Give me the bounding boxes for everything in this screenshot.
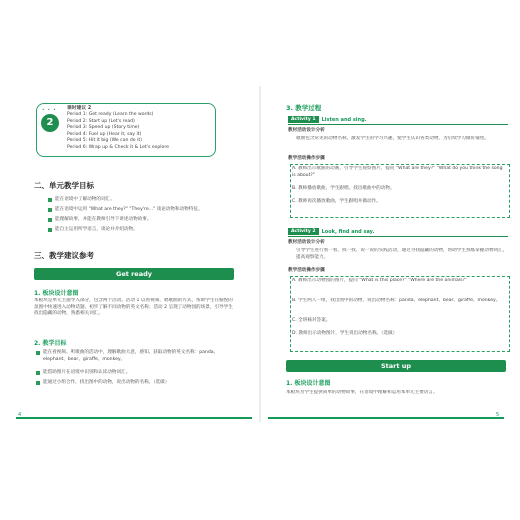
a2-step-a: A. 教师出示动物园的图片，提问 "What is this place?" "Where are the animals?": [292, 278, 468, 283]
left-footer-bar: [16, 417, 252, 419]
section3-title: 三、教学建议参考: [34, 251, 94, 260]
teaching-goal-3: 能通过小组合作，找出图中的动物，说出动物的名称。（选做）: [36, 380, 234, 387]
activity1-header: [288, 116, 367, 123]
activity2-header: [288, 228, 374, 235]
a2-step-b: B. 学生两人一组，找出图中的动物，说出动物名称：panda、elephant、bear、giraffe、monkey。: [292, 298, 501, 303]
period-box: [36, 103, 216, 157]
a1-step-c: C. 教师再次播放歌曲，学生跟唱并做动作。: [292, 199, 381, 204]
left-page-number: 4: [18, 412, 22, 418]
period-6: Period 6: Wrap up & Check it & Let's explore: [67, 144, 169, 150]
a1-step-b: B. 教师播放歌曲，学生跟唱，找出歌曲中的动物。: [292, 186, 395, 191]
a2-step-c: C. 全班核对答案。: [292, 318, 331, 323]
a2-heading2: 教学活动操作步骤: [288, 268, 325, 273]
activity1-title: Listen and sing.: [321, 116, 367, 123]
get-ready-bar: Get ready: [34, 268, 234, 280]
section2-title: 二、单元教学目标: [34, 181, 94, 190]
goal-4: 能自主运用所学语言，谈论并介绍动物。: [48, 227, 238, 234]
sub2-title: 2. 教学目标: [34, 340, 67, 347]
sub-r1-title: 1. 板块设计意图: [286, 380, 331, 387]
period-4: Period 4: Fuel up (Hear it, say it): [67, 131, 142, 137]
activity2-title: Look, find and say.: [321, 228, 375, 235]
a1-paragraph: 歌曲包含常见的动物名称，激发学生的学习兴趣，使学生认识各类动物，为后续学习做好铺垫。: [296, 136, 489, 141]
process-title: 3. 教学过程: [286, 104, 322, 112]
bullet-4-icon: [48, 228, 52, 232]
activity2-rule: [288, 236, 508, 237]
sub1-title: 1. 板块设计意图: [34, 290, 79, 297]
right-page-number: 5: [496, 412, 500, 418]
goal-1: 能在语境中了解动物的词汇。: [48, 197, 238, 204]
a2-step-d: D. 教师出示动物图片，学生说出动物名称。（选做）: [292, 331, 398, 336]
a1-heading2: 教学活动操作步骤: [288, 156, 325, 161]
period-3: Period 3: Speed up (Story time): [67, 125, 140, 131]
goal-bullet-1-icon: [36, 351, 40, 355]
goal-2: 能在语境中运用 "What are they?" "They're..." 谈论动物和动物特征。: [48, 207, 238, 214]
sub1-text: 本板块是单元主题导入部分，包含两个活动。活动 1 以看视频、唱歌曲的方式，帮助学生在愉悦的氛围中快速进入动物话题，初步了解不同动物的英文名称；活动 2 呈现了动物园的场景，引导学生找出隐藏的动物，熟悉相关词汇。: [34, 298, 233, 317]
activity1-rule: [288, 124, 508, 125]
teaching-goal-2: 能借助图片在语境中识别和认读动物词汇。: [36, 370, 234, 377]
box-title: 课时建议 2: [67, 106, 92, 111]
period-1: Period 1: Get ready (Learn the words): [67, 112, 154, 117]
bullet-2-icon: [48, 208, 52, 212]
a1-heading1: 教材活动设计分析: [288, 128, 325, 133]
period-2: Period 2: Start up (Let's read): [67, 118, 135, 124]
a1-step-a: A. 教师出示歌曲的动画，引导学生观察图片，提问 "What are they?" "What do you think the song is about?": [292, 166, 503, 178]
bullet-1-icon: [48, 198, 52, 202]
sub-r1-text: 本板块为学生提供简单的动物故事，在语境中理解和运用本单元主要语言。: [286, 390, 438, 395]
lesson-badge: 2: [41, 114, 59, 132]
bullet-3-icon: [48, 218, 52, 222]
goal-3: 能理解故事，并能在教师引导下讲述动物故事。: [48, 217, 238, 224]
gutter: [259, 86, 261, 422]
activity2-tag: Activity 2: [288, 228, 319, 235]
a2-heading1: 教材活动设计分析: [288, 240, 325, 245]
a2-paragraph: 引导学生进行看一看、找一找、说一说的实践活动，通过寻找隐藏的动物，帮助学生熟练掌握动物词汇，提高观察能力。: [296, 248, 508, 260]
period-5: Period 5: Hit it big (We can do it): [67, 138, 142, 144]
badge-dots-icon: • • •: [42, 107, 57, 112]
goal-bullet-3-icon: [36, 381, 40, 385]
goal-bullet-2-icon: [36, 371, 40, 375]
activity1-tag: Activity 1: [288, 116, 319, 123]
start-up-bar: Start up: [286, 360, 506, 372]
right-footer-bar: [268, 417, 504, 419]
teaching-goal-1: 能在看视频、听歌曲的活动中，理解歌曲大意，感知、获取动物的英文名称：panda、elephant、bear、giraffe、monkey。: [36, 350, 234, 363]
